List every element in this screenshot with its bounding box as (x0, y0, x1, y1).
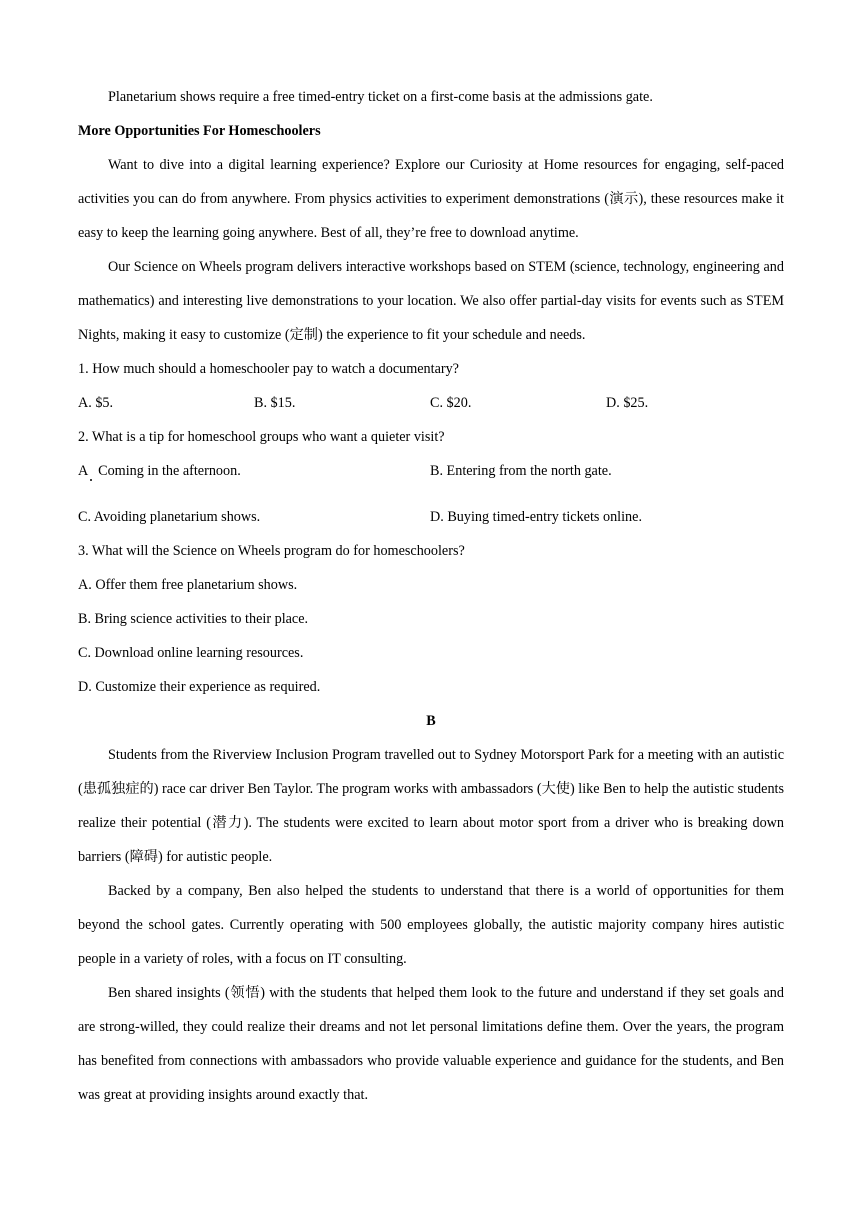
question-1-option-c: C. $20. (430, 395, 472, 411)
document-page (78, 80, 784, 1112)
question-2-options-row-1 (78, 454, 784, 500)
question-2-option-d: D. Buying timed-entry tickets online. (430, 509, 642, 525)
question-3-option-d: D. Customize their experience as required. (78, 679, 321, 695)
section-b-title: B (426, 713, 436, 729)
question-3-stem: 3. What will the Science on Wheels program do for homeschoolers? (78, 543, 465, 559)
question-3-option-c: C. Download online learning resources. (78, 645, 304, 661)
question-2-option-b: B. Entering from the north gate. (430, 463, 612, 479)
question-1-option-d: D. $25. (606, 395, 649, 411)
question-2-option-a: A Coming in the afternoon. (78, 454, 430, 500)
section-b-paragraph-3: Ben shared insights (领悟) with the students that helped them look to the future and understand if they set goals and are strong-willed, they could realize their dreams and not let personal limitations define them. Over the years, the program has benefited from connections with ambassadors who provide valuable experience and guidance for the students, and Ben was great at providing insights around exactly that. (78, 985, 784, 1103)
paragraph-science-on-wheels: Our Science on Wheels program delivers interactive workshops based on STEM (science, technology, engineering and mathematics) and interesting live demonstrations to your location. We also offer partial-day visits for events such as STEM Nights, making it easy to customize (定制) the experience to fit your schedule and needs. (78, 259, 784, 343)
question-2-options-row-2 (78, 500, 784, 534)
question-1-stem: 1. How much should a homeschooler pay to watch a documentary? (78, 361, 459, 377)
question-1-option-b: B. $15. (254, 395, 296, 411)
question-2-option-c: C. Avoiding planetarium shows. (78, 509, 261, 525)
question-1-option-a: A. $5. (78, 395, 114, 411)
question-2-stem: 2. What is a tip for homeschool groups who want a quieter visit? (78, 429, 445, 445)
section-heading: More Opportunities For Homeschoolers (78, 123, 321, 139)
question-3-option-b: B. Bring science activities to their place. (78, 611, 309, 627)
section-b-paragraph-1: Students from the Riverview Inclusion Program travelled out to Sydney Motorsport Park for a meeting with an autistic (患孤独症的) race car driver Ben Taylor. The program works with ambassadors (大使) like Ben to help the autistic students realize their potential (潜力). The students were excited to learn about motor sport from a driver who is breaking down barriers (障碍) for autistic people. (78, 747, 784, 865)
intro-paragraph: Planetarium shows require a free timed-entry ticket on a first-come basis at the admissions gate. (108, 89, 653, 105)
question-1-options (78, 386, 784, 420)
paragraph-digital-learning: Want to dive into a digital learning experience? Explore our Curiosity at Home resources for engaging, self-paced activities you can do from anywhere. From physics activities to experiment demonstrations (演示), these resources make it easy to keep the learning going anywhere. Best of all, they’re free to download anytime. (78, 157, 784, 241)
section-b-paragraph-2: Backed by a company, Ben also helped the students to understand that there is a world of opportunities for them beyond the school gates. Currently operating with 500 employees globally, the autistic majority company hires autistic people in a variety of roles, with a focus on IT consulting. (78, 883, 784, 967)
question-3-option-a: A. Offer them free planetarium shows. (78, 577, 298, 593)
